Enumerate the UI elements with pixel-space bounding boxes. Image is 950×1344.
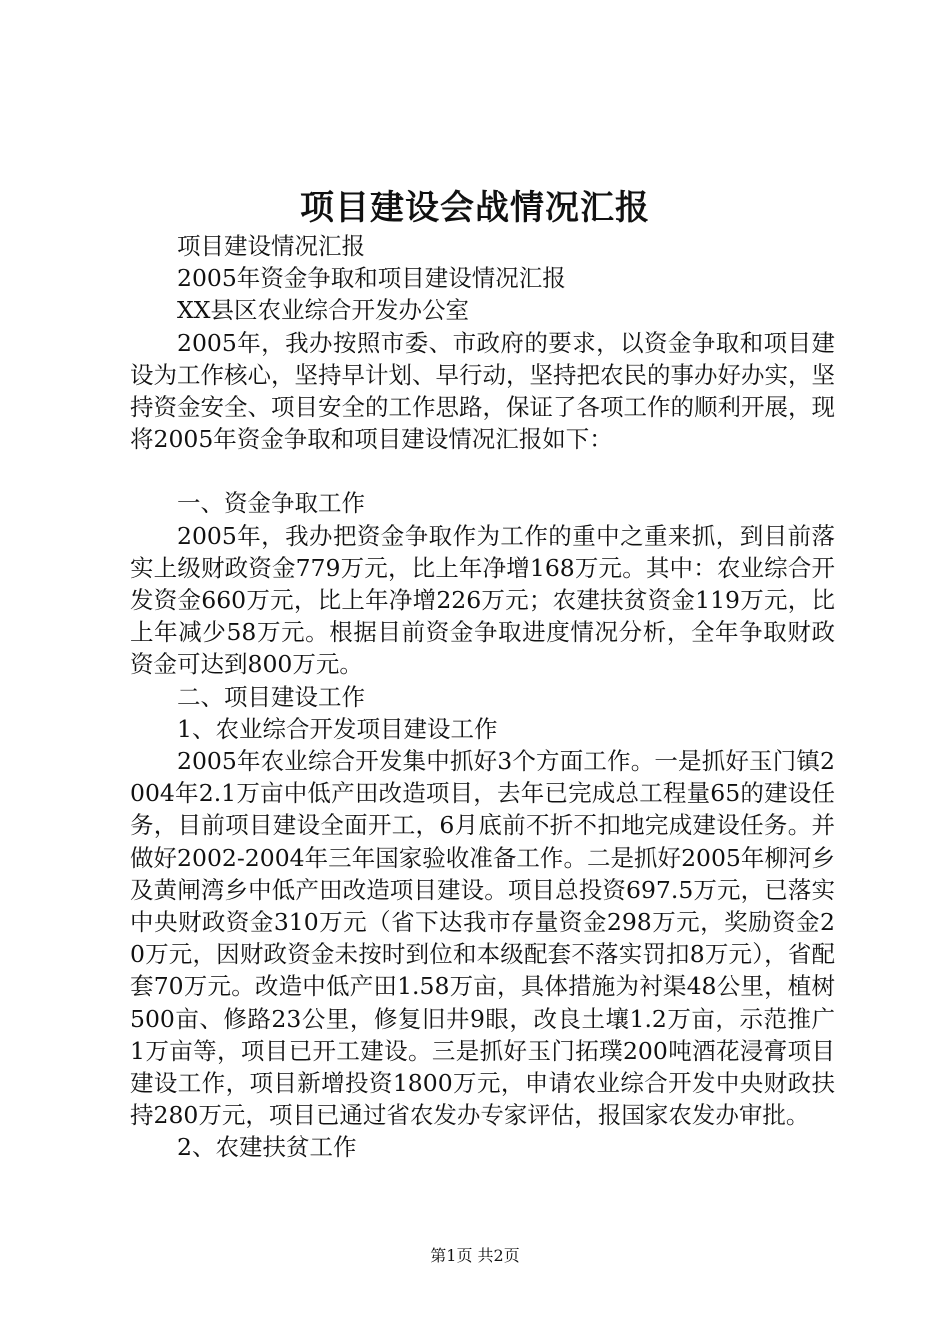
paragraph-subtitle: 项目建设情况汇报 <box>177 232 365 260</box>
paragraph-intro: 2005年，我办按照市委、市政府的要求，以资金争取和项目建设为工作核心，坚持早计划、早行动，坚持把农民的事办好办实，坚持资金安全、项目安全的工作思路，保证了各项工作的顺利开展，现将2005年资金争取和项目建设情况汇报如下： <box>130 328 835 454</box>
page-footer: 第1页 共2页 <box>430 1246 520 1265</box>
paragraph-office: XX县区农业综合开发办公室 <box>177 296 469 325</box>
paragraph-agri-dev: 2005年农业综合开发集中抓好3个方面工作。一是抓好玉门镇2004年2.1万亩中低产田改造项目，去年已完成总工程量65的建设任务，目前项目建设全面开工，6月底前不折不扣地完成建设任务。并做好2002-2004年三年国家验收准备工作。二是抓好2005年柳河乡及黄闸湾乡中低产田改造项目建设。项目总投资697.5万元，已落实中央财政资金310万元（省下达我市存量资金298万元，奖励资金20万元，因财政资金未按时到位和本级配套不落实罚扣8万元），省配套70万元。改造中低产田1.58万亩，具体措施为衬渠48公里，植树500亩、修路23公里，修复旧井9眼，改良土壤1.2万亩，示范推广1万亩等，项目已开工建设。三是抓好玉门拓璞200吨酒花浸膏项目建设工作，项目新增投资1800万元，申请农业综合开发中央财政扶持280万元，项目已通过省农发办专家评估，报国家农发办审批。 <box>130 747 835 1130</box>
subsection-heading-agri-dev: 1、农业综合开发项目建设工作 <box>177 714 498 743</box>
paragraph-report-title: 2005年资金争取和项目建设情况汇报 <box>177 264 566 293</box>
document-title: 项目建设会战情况汇报 <box>300 188 650 228</box>
subsection-heading-poverty: 2、农建扶贫工作 <box>177 1133 357 1162</box>
paragraph-funding: 2005年，我办把资金争取作为工作的重中之重来抓，到目前落实上级财政资金779万元，比上年净增168万元。其中：农业综合开发资金660万元，比上年净增226万元；农建扶贫资金119万元，比上年减少58万元。根据目前资金争取进度情况分析，全年争取财政资金可达到800万元。 <box>130 521 835 679</box>
document-body <box>130 230 835 1164</box>
section-heading-projects: 二、项目建设工作 <box>177 682 365 711</box>
section-heading-funding: 一、资金争取工作 <box>177 489 365 518</box>
